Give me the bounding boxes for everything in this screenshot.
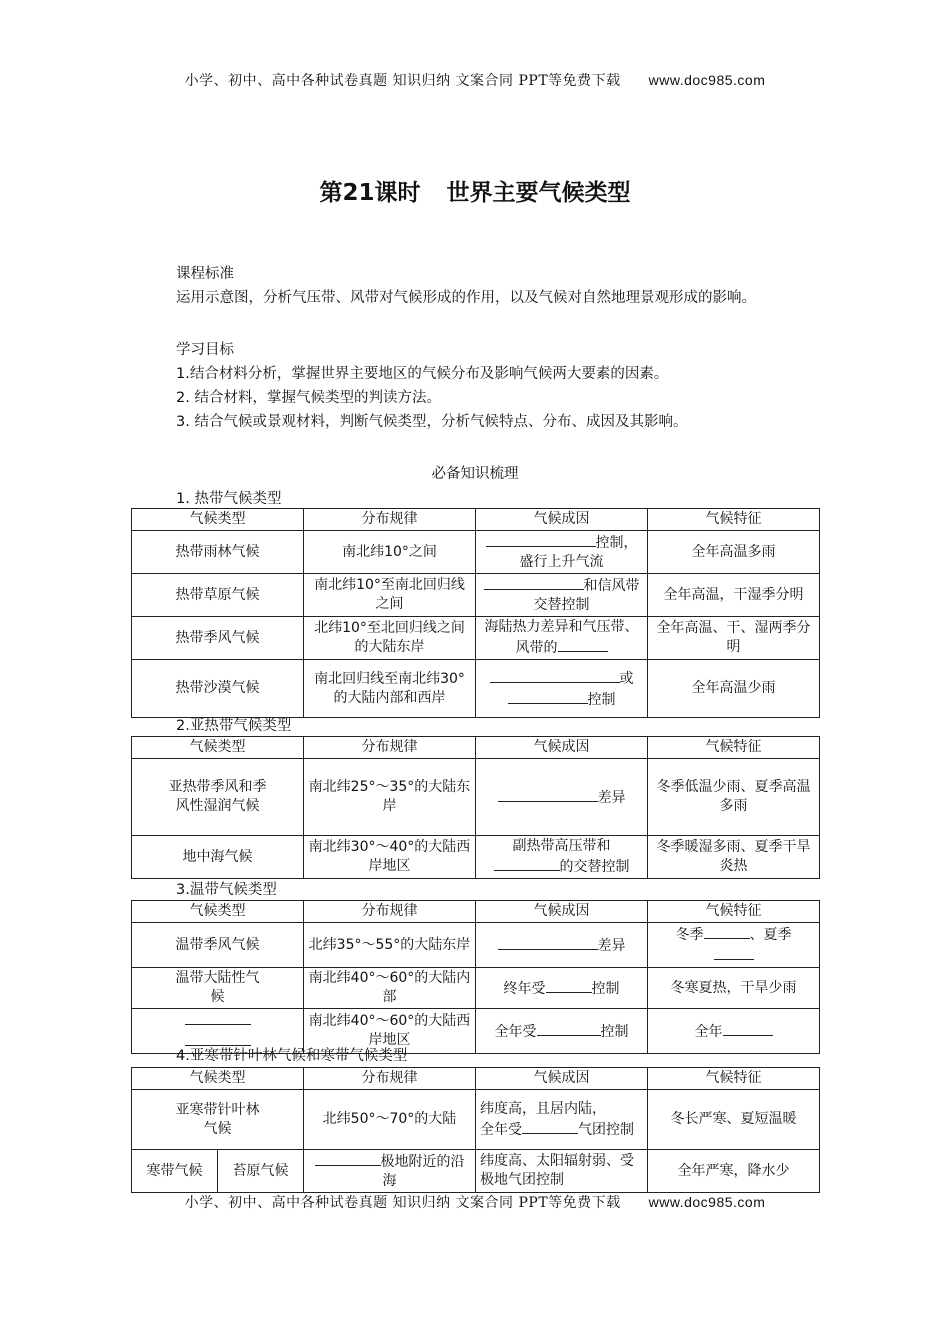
answer-blank[interactable] [537, 1021, 601, 1036]
table-row: 亚寒带针叶林气候 北纬50°～70°的大陆 纬度高，且居内陆， 全年受 气团控制 冬长严寒、夏短温暖 [132, 1090, 820, 1150]
answer-blank[interactable] [704, 924, 750, 939]
table-row: 热带季风气候 北纬10°至北回归线之间的大陆东岸 海陆热力差异和气压带、风带的 全年高温、干、湿两季分明 [132, 617, 820, 660]
table-row: 温带大陆性气候 南北纬40°～60°的大陆内部 终年受 控制 冬寒夏热，干旱少雨 [132, 968, 820, 1009]
table-row: 寒带气候 苔原气候 极地附近的沿海 纬度高、太阳辐射弱、受极地气团控制 全年严寒，降水少 [132, 1150, 820, 1193]
col-header: 气候类型 [132, 737, 304, 759]
answer-blank[interactable] [498, 935, 598, 950]
table-row: 亚热带季风和季风性湿润气候 南北纬25°～35°的大陆东岸 差异 冬季低温少雨、夏季高温多雨 [132, 759, 820, 836]
answer-blank[interactable] [508, 689, 588, 704]
answer-blank[interactable] [490, 668, 620, 683]
col-header: 气候类型 [132, 1068, 304, 1090]
goal-item: 3. 结合气候或景观材料，判断气候类型，分析气候特点、分布、成因及其影响。 [176, 414, 688, 430]
table-row: 温带季风气候 北纬35°～55°的大陆东岸 差异 冬季 、夏季 [132, 923, 820, 968]
answer-blank[interactable] [484, 575, 584, 590]
section-heading-subarctic: 4.亚寒带针叶林气候和寒带气候类型 [176, 1048, 408, 1064]
knowledge-heading: 必备知识梳理 [431, 466, 519, 482]
col-header: 气候类型 [132, 509, 304, 531]
col-header: 分布规律 [304, 1068, 476, 1090]
col-header: 气候成因 [476, 901, 648, 923]
standard-heading: 课程标准 [176, 266, 234, 282]
answer-blank[interactable] [723, 1021, 773, 1036]
table-row: 热带草原气候 南北纬10°至南北回归线之间 和信风带交替控制 全年高温，干湿季分明 [132, 574, 820, 617]
col-header: 气候成因 [476, 737, 648, 759]
header-text: 小学、初中、高中各种试卷真题 知识归纳 文案合同 PPT等免费下载 [184, 73, 621, 89]
table-row: 热带雨林气候 南北纬10°之间 控制，盛行上升气流 全年高温多雨 [132, 531, 820, 574]
answer-blank[interactable] [546, 978, 592, 993]
table-subtropical [131, 736, 820, 879]
answer-blank[interactable] [558, 637, 608, 652]
col-header: 气候成因 [476, 509, 648, 531]
answer-blank[interactable] [315, 1151, 381, 1166]
table-tropical [131, 508, 820, 718]
table-row: 南北纬40°～60°的大陆西岸地区 全年受 控制 全年 [132, 1009, 820, 1054]
col-header: 气候特征 [648, 737, 820, 759]
col-header: 气候特征 [648, 901, 820, 923]
answer-blank[interactable] [498, 787, 598, 802]
header-site[interactable]: www.doc985.com [648, 72, 766, 88]
goals-heading: 学习目标 [176, 342, 234, 358]
page-title: 第21课时 世界主要气候类型 [319, 180, 631, 206]
section-heading-subtropical: 2.亚热带气候类型 [176, 718, 292, 734]
table-temperate [131, 900, 820, 1054]
section-heading-tropical: 1. 热带气候类型 [176, 491, 282, 507]
answer-blank[interactable] [522, 1119, 578, 1134]
learning-goals [148, 338, 808, 434]
table-row: 热带沙漠气候 南北回归线至南北纬30°的大陆内部和西岸 或 控制 全年高温少雨 [132, 660, 820, 718]
section-heading-temperate: 3.温带气候类型 [176, 882, 277, 898]
course-standard [148, 262, 808, 310]
footer-text: 小学、初中、高中各种试卷真题 知识归纳 文案合同 PPT等免费下载 [184, 1195, 621, 1211]
col-header: 气候类型 [132, 901, 304, 923]
standard-text: 运用示意图，分析气压带、风带对气候形成的作用，以及气候对自然地理景观形成的影响。 [176, 290, 756, 306]
page-footer [0, 1192, 950, 1212]
page-header [0, 70, 950, 90]
col-header: 分布规律 [304, 509, 476, 531]
col-header: 分布规律 [304, 737, 476, 759]
answer-blank[interactable] [486, 532, 596, 547]
col-header: 气候成因 [476, 1068, 648, 1090]
answer-blank[interactable] [714, 945, 754, 960]
table-row: 地中海气候 南北纬30°～40°的大陆西岸地区 副热带高压带和 的交替控制 冬季暖湿多雨、夏季干旱炎热 [132, 836, 820, 879]
col-header: 气候特征 [648, 1068, 820, 1090]
answer-blank[interactable] [185, 1010, 251, 1025]
goal-item: 2. 结合材料，掌握气候类型的判读方法。 [176, 390, 441, 406]
table-subarctic [131, 1067, 820, 1193]
answer-blank[interactable] [494, 856, 560, 871]
footer-site[interactable]: www.doc985.com [648, 1194, 766, 1210]
col-header: 分布规律 [304, 901, 476, 923]
goal-item: 1.结合材料分析，掌握世界主要地区的气候分布及影响气候两大要素的因素。 [176, 366, 669, 382]
col-header: 气候特征 [648, 509, 820, 531]
